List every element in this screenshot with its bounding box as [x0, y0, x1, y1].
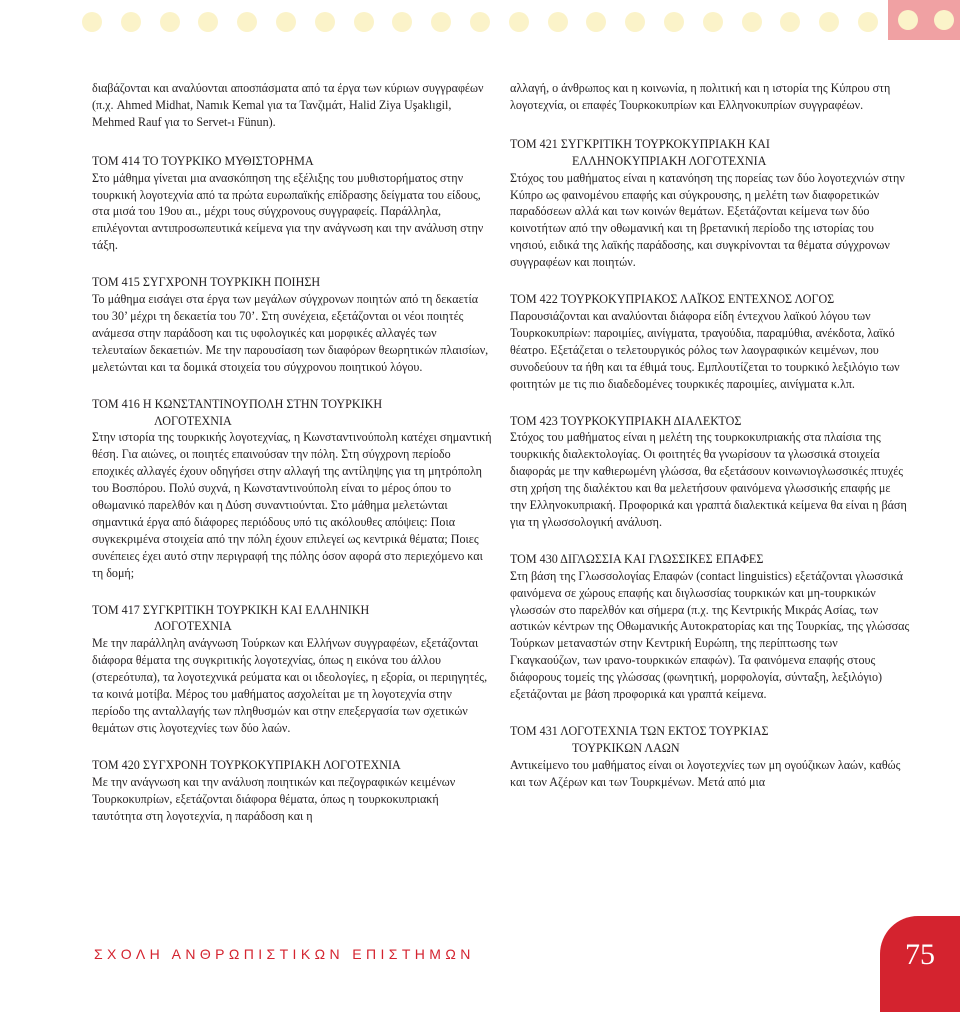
left-intro: διαβάζονται και αναλύονται αποσπάσματα από τα έργα των κύριων συγγραφέων (π.χ. Ahmed Midhat, Namık Kemal για τα Τανζιμάτ, Halid Ziya Uşaklıgil, Mehmed Rauf για το Servet-ı Fünun). [92, 81, 484, 129]
course-description: Στην ιστορία της τουρκικής λογοτεχνίας, η Κωνσταντινούπολη κατέχει σημαντική θέση. Για αιώνες, οι ποιητές επαινούσαν την πόλη. Στη σύγχρονη περίοδο εποχικές αλλαγές έχουν οδηγήσει στην αλλαγή της αντίληψης για τη μητρόπολη του Βοσπόρου. Πολύ συχνά, η Κωνσταντινούπολη είναι το μέρος όπου το οθωμανικό παρελθόν και η Δύση συναντιούνται. Στο μάθημα μελετώνται σημαντικά έργα από διάφορες περιόδους υπό τις ακόλουθες απόψεις: Ποια συγκεκριμένα στοιχεία από την πόλη έχουν επιλεγεί ως κεντρικά θέματα; Ποιες συνέπειες έχει αυτό στην περιγραφή της πόλης όσον αφορά στο περιεχόμενο και τη δομή; [92, 430, 492, 580]
course-tom-423 [510, 413, 910, 531]
course-title: ΤΟΜ 421 ΣΥΓΚΡΙΤΙΚΗ ΤΟΥΡΚΟΚΥΠΡΙΑΚΗ ΚΑΙ ΕΛΛΗΝΟΚΥΠΡΙΑΚΗ ΛΟΓΟΤΕΧΝΙΑ [510, 136, 770, 168]
course-tom-416 [92, 396, 492, 582]
course-tom-422 [510, 291, 910, 392]
decorative-dot [121, 12, 141, 32]
decorative-dot [703, 12, 723, 32]
school-name-footer: ΣΧΟΛΗ ΑΝΘΡΩΠΙΣΤΙΚΩΝ ΕΠΙΣΤΗΜΩΝ [94, 946, 475, 962]
course-title: ΤΟΜ 416 Η ΚΩΝΣΤΑΝΤΙΝΟΥΠΟΛΗ ΣΤΗΝ ΤΟΥΡΚΙΚΗ ΛΟΓΟΤΕΧΝΙΑ [92, 396, 383, 428]
course-description: Παρουσιάζονται και αναλύονται διάφορα είδη έντεχνου λαϊκού λόγου των Τουρκοκυπρίων: παροιμίες, αινίγματα, τραγούδια, παραμύθια, ανέκδοτα, λαϊκό θέατρο. Εξετάζεται ο τελετουργικός ρόλος των λαογραφικών κειμένων, που συνοδεύουν τα ήθη και τα έθιμά τους. Εμπλουτίζεται το τουρκικό λεξιλόγιο των φοιτητών με τις πιο διαδεδομένες τουρκικές παροιμίες, αινίγματα κ.λπ. [510, 308, 900, 391]
course-description: Με την παράλληλη ανάγνωση Τούρκων και Ελλήνων συγγραφέων, εξετάζονται διάφορα θέματα της συγκριτικής λογοτεχνίας, όπως η εικόνα του άλλου (στερεότυπα), τα λογοτεχνικά ρεύματα και οι ιδεολογίες, η εξορία, οι περιηγητές, τα κοινά μοτίβα. Μέρος του μαθήματος ασχολείται με τη λογοτεχνία στην περίοδο της ανταλλαγής των πληθυσμών και στην επεξεργασία των σχετικών θεμάτων στις λογοτεχνίες των δύο λαών. [92, 636, 488, 735]
course-title: ΤΟΜ 431 ΛΟΓΟΤΕΧΝΙΑ ΤΩΝ ΕΚΤΟΣ ΤΟΥΡΚΙΑΣ ΤΟΥΡΚΙΚΩΝ ΛΑΩΝ [510, 724, 769, 755]
decorative-dot [780, 12, 800, 32]
course-description: Στόχος του μαθήματος είναι η μελέτη της τουρκοκυπριακής στα πλαίσια της τουρκικής διαλεκτολογίας. Οι φοιτητές θα γνωρίσουν τα γλωσσικά στοιχεία διαφοράς με την καθιερωμένη γλώσσα, θα εξετάσουν κοινωνιογλωσσικές πτυχές στη χρήση της διαλέκτου και θα μελετήσουν φαινόμενα γλωσσικής επαφής με την Ελληνοκυπριακή. Προφορικά και γραπτά διαλεκτικά κείμενα θα είναι η βάση για τη γλωσσολογική ανάλυση. [510, 430, 907, 529]
course-title: ΤΟΜ 415 ΣΥΓΧΡΟΝΗ ΤΟΥΡΚΙΚΗ ΠΟΙΗΣΗ [92, 275, 321, 290]
decorative-dot [819, 12, 839, 32]
course-description: Το μάθημα εισάγει στα έργα των μεγάλων σύγχρονων ποιητών από τη δεκαετία του 30’ μέχρι τη δεκαετία του 70’. Στη συνέχεια, εξετάζονται οι νέοι ποιητές ανάμεσα στην παράδοση και τις υφολογικές και μορφικές αλλαγές των τελευταίων δεκαετιών. Με την παρουσίαση των διαφόρων θεωρητικών πλαισίων, μελετώνται και τα δομικά στοιχεία του σύγχρονου ποιητικού λόγου. [92, 292, 489, 374]
decorative-dot [160, 12, 180, 32]
course-description: Στο μάθημα γίνεται μια ανασκόπηση της εξέλιξης του μυθιστορήματος στην τουρκική λογοτεχνία από τα πρώτα ευρωπαϊκής επίδρασης δείγματα του είδους, στα μισά του 19ου αι., μέχρι τους σύγχρονους συγγραφείς. Παράλληλα, επιλέγονται αντιπροσωπευτικά κείμενα για την ανάγνωση και την ανάλυση στην τάξη. [92, 170, 484, 253]
course-tom-420 [92, 757, 492, 825]
course-tom-421 [510, 136, 910, 271]
page-number-tab [880, 916, 960, 1012]
corner-dot [898, 10, 918, 30]
decorative-dot [509, 12, 529, 32]
course-title: ΤΟΜ 430 ΔΙΓΛΩΣΣΙΑ ΚΑΙ ΓΛΩΣΣΙΚΕΣ ΕΠΑΦΕΣ [510, 551, 764, 566]
decorative-dot [548, 12, 568, 32]
decorative-dot [392, 12, 412, 32]
decorative-dot [354, 12, 374, 32]
decorative-dot [82, 12, 102, 32]
decorative-dot [742, 12, 762, 32]
right-column [510, 80, 910, 811]
course-title: ΤΟΜ 414 ΤΟ ΤΟΥΡΚΙΚΟ ΜΥΘΙΣΤΟΡΗΜΑ [92, 153, 314, 168]
decorative-dot [276, 12, 296, 32]
course-tom-431 [510, 723, 910, 791]
decorative-dot [470, 12, 490, 32]
course-tom-417 [92, 602, 492, 737]
course-tom-415 [92, 274, 492, 375]
course-description: Στόχος του μαθήματος είναι η κατανόηση της πορείας των δύο λογοτεχνιών στην Κύπρο ως φαινομένου επαφής και σύγκρουσης, η μελέτη των διαφορετικών παραδόσεων αλλά και των κοινών θεμάτων. Εξετάζονται κείμενα των δύο κοινοτήτων από την οθωμανική και τη βρετανική περίοδο της ιστορίας του νησιού, ειδικά της λαϊκής παράδοσης, και συγκρίνονται τα θέματα σύγχρονων συγγραφέων και ποιητών. [510, 170, 905, 270]
decorative-dot [858, 12, 878, 32]
course-title: ΤΟΜ 422 ΤΟΥΡΚΟΚΥΠΡΙΑΚΟΣ ΛΑΪΚΟΣ ΕΝΤΕΧΝΟΣ ΛΟΓΟΣ [510, 292, 835, 307]
right-intro: αλλαγή, ο άνθρωπος και η κοινωνία, η πολιτική και η ιστορία της Κύπρου στη λογοτεχνία, οι επαφές Τουρκοκυπρίων και Ελληνοκυπρίων συγγραφέων. [510, 81, 891, 112]
decorative-dot [315, 12, 335, 32]
decorative-dot [586, 12, 606, 32]
decorative-dot [431, 12, 451, 32]
course-description: Στη βάση της Γλωσσολογίας Επαφών (contact linguistics) εξετάζονται γλωσσικά φαινόμενα σε χώρους επαφής και διγλωσσίας τουρκικών και μη-τουρκικών γλωσσών στο παρελθόν και σήμερα (π.χ. της Κεντρικής Μικράς Ασίας, των αστικών κέντρων της Οθωμανικής Αυτοκρατορίας και της Τουρκίας, της γλώσσας Τούρκων μεταναστών στην Κεντρική Ευρώπη, της περίπτωσης των Γκαγκαούζων, των ιρανο-τουρκικών επαφών). Τα φαινόμενα επαφής στους διάφορους τομείς της γλώσσας (φωνητική, μορφολογία, σύνταξη, λεξιλόγιο) εξετάζονται με βάση προφορικά και γραπτά κείμενα. [510, 568, 910, 702]
corner-decoration [888, 0, 960, 40]
course-title: ΤΟΜ 417 ΣΥΓΚΡΙΤΙΚΗ ΤΟΥΡΚΙΚΗ ΚΑΙ ΕΛΛΗΝΙΚΗ ΛΟΓΟΤΕΧΝΙΑ [92, 602, 370, 634]
page-number: 75 [905, 938, 935, 971]
course-tom-414 [92, 153, 492, 254]
corner-dot [934, 10, 954, 30]
decorative-dot [664, 12, 684, 32]
left-column [92, 80, 492, 844]
decorative-dot [198, 12, 218, 32]
course-description: Αντικείμενο του μαθήματος είναι οι λογοτεχνίες των μη ογούζικων λαών, καθώς και των Αζέρων και των Τουρκμένων. Μετά από μια [510, 757, 901, 789]
course-title: ΤΟΜ 420 ΣΥΓΧΡΟΝΗ ΤΟΥΡΚΟΚΥΠΡΙΑΚΗ ΛΟΓΟΤΕΧΝΙΑ [92, 757, 401, 772]
course-tom-430 [510, 551, 910, 703]
decorative-dot [237, 12, 257, 32]
decorative-dot [625, 12, 645, 32]
course-description: Με την ανάγνωση και την ανάλυση ποιητικών και πεζογραφικών κειμένων Τουρκοκυπρίων, εξετάζονται διάφορα θέματα, όπως η τουρκοκυπριακή ταυτότητα στη λογοτεχνία, η παράδοση και η [92, 774, 456, 823]
decorative-dot-row [0, 0, 960, 44]
course-title: ΤΟΜ 423 ΤΟΥΡΚΟΚΥΠΡΙΑΚΗ ΔΙΑΛΕΚΤΟΣ [510, 413, 742, 428]
